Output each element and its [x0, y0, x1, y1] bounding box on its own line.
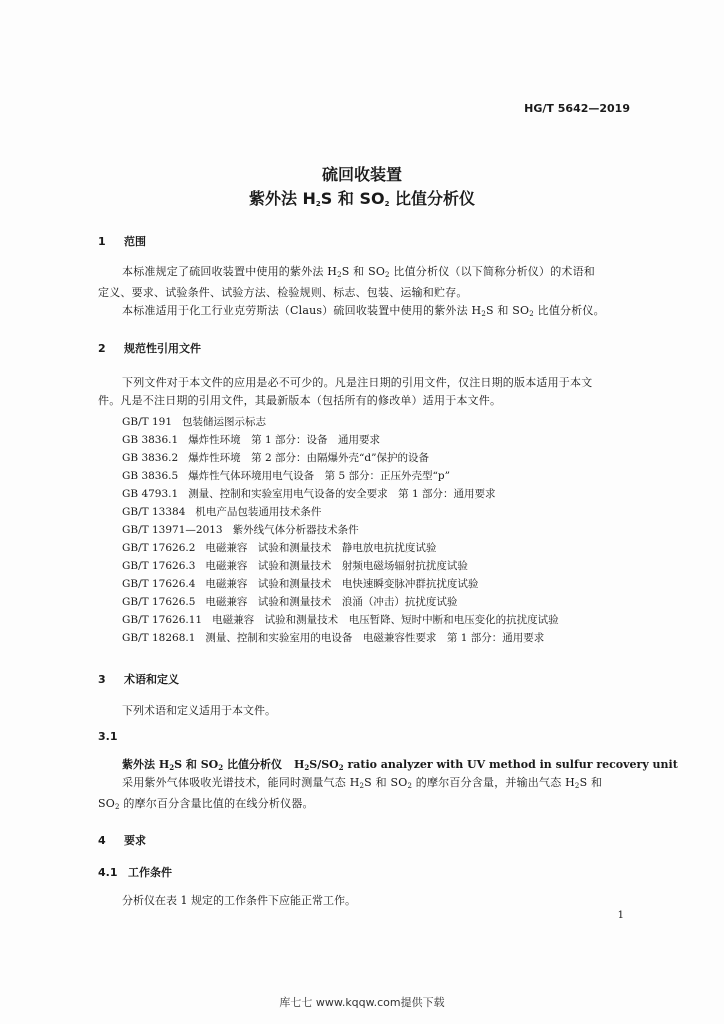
reference-title: 机电产品包装通用技术条件	[195, 506, 322, 518]
reference-item	[122, 593, 559, 611]
section-4-1-text: 分析仪在表 1 规定的工作条件下应能正常工作。	[122, 894, 356, 907]
section-3-heading: 3 术语和定义	[98, 673, 179, 686]
term-3-1: 紫外法 $H_2S$ 和 $SO_2$ 比值分析仪 $H_2S/SO_2$ ratio analyzer with UV method in sulfur recovery unit	[122, 758, 678, 772]
section-1-heading: 1 范围	[98, 235, 146, 248]
section-3-1-heading: 3.1	[98, 730, 118, 743]
reference-item	[122, 557, 559, 575]
reference-code: GB/T 13971—2013	[122, 524, 223, 536]
reference-title: 爆炸性气体环境用电气设备 第 5 部分：正压外壳型“p”	[188, 470, 450, 482]
section-1-line3: 本标准适用于化工行业克劳斯法（Claus）硫回收装置中使用的紫外法 $H_2S$ 和 $SO_2$ 比值分析仪。	[122, 304, 605, 318]
reference-item	[122, 503, 559, 521]
reference-title: 爆炸性环境 第 2 部分：由隔爆外壳“d”保护的设备	[188, 452, 429, 464]
reference-title: 爆炸性环境 第 1 部分：设备 通用要求	[188, 434, 381, 446]
reference-code: GB/T 17626.4	[122, 578, 196, 590]
reference-title: 电磁兼容 试验和测量技术 射频电磁场辐射抗扰度试验	[205, 560, 468, 572]
reference-code: GB/T 13384	[122, 506, 186, 518]
reference-item	[122, 467, 559, 485]
reference-code: GB/T 17626.5	[122, 596, 196, 608]
section-1-line2: 定义、要求、试验条件、试验方法、检验规则、标志、包装、运输和贮存。	[98, 286, 468, 299]
reference-title: 电磁兼容 试验和测量技术 电压暂降、短时中断和电压变化的抗扰度试验	[212, 614, 559, 626]
reference-item	[122, 485, 559, 503]
reference-code: GB/T 17626.2	[122, 542, 196, 554]
title-line1: 硫回收装置	[321, 165, 402, 184]
reference-item	[122, 575, 559, 593]
reference-title: 电磁兼容 试验和测量技术 静电放电抗扰度试验	[205, 542, 437, 554]
section-1-paragraph	[98, 263, 634, 323]
reference-item	[122, 611, 559, 629]
footer-watermark[interactable]: 库七七 www.kqqw.com提供下载	[279, 996, 445, 1009]
reference-item	[122, 431, 559, 449]
reference-item	[122, 413, 559, 431]
reference-code: GB 4793.1	[122, 488, 179, 500]
page-number: 1	[617, 910, 624, 921]
reference-item	[122, 629, 559, 647]
reference-list	[122, 413, 559, 647]
reference-code: GB/T 191	[122, 416, 173, 428]
reference-title: 电磁兼容 试验和测量技术 浪涌（冲击）抗扰度试验	[205, 596, 458, 608]
reference-item	[122, 521, 559, 539]
section-3-intro: 下列术语和定义适用于本文件。	[122, 704, 276, 717]
reference-title: 紫外线气体分析器技术条件	[232, 524, 359, 536]
standard-code: HG/T 5642—2019	[524, 102, 630, 115]
reference-code: GB/T 17626.3	[122, 560, 196, 572]
reference-code: GB/T 17626.11	[122, 614, 203, 626]
reference-item	[122, 449, 559, 467]
reference-code: GB 3836.1	[122, 434, 179, 446]
term-3-1-definition: 采用紫外气体吸收光谱技术，能同时测量气态 $H_2S$ 和 $SO_2$ 的摩尔百分含量，并输出气态 $H_2S$ 和 $SO_2$ 的摩尔百分含量比值的在线分析仪器。	[98, 776, 603, 811]
reference-item	[122, 539, 559, 557]
section-2-heading: 2 规范性引用文件	[98, 342, 201, 355]
section-4-1-heading: 4.1 工作条件	[98, 866, 172, 879]
reference-title: 测量、控制和实验室用电气设备的安全要求 第 1 部分：通用要求	[188, 488, 496, 500]
section-1-line1: 本标准规定了硫回收装置中使用的紫外法 $H_2S$ 和 $SO_2$ 比值分析仪（以下简称分析仪）的术语和	[122, 265, 595, 279]
section-2-intro: 下列文件对于本文件的应用是必不可少的。凡是注日期的引用文件，仅注日期的版本适用于本文 件。凡是不注日期的引用文件，其最新版本（包括所有的修改单）适用于本文件。	[98, 376, 593, 407]
reference-title: 电磁兼容 试验和测量技术 电快速瞬变脉冲群抗扰度试验	[205, 578, 479, 590]
reference-title: 测量、控制和实验室用的电设备 电磁兼容性要求 第 1 部分：通用要求	[205, 632, 545, 644]
reference-code: GB 3836.5	[122, 470, 179, 482]
reference-title: 包装储运图示标志	[182, 416, 267, 428]
reference-code: GB 3836.2	[122, 452, 179, 464]
section-4-heading: 4 要求	[98, 834, 146, 847]
title-line2: 紫外法 $H_2S$ 和 $SO_2$ 比值分析仪	[248, 189, 476, 208]
reference-code: GB/T 18268.1	[122, 632, 196, 644]
